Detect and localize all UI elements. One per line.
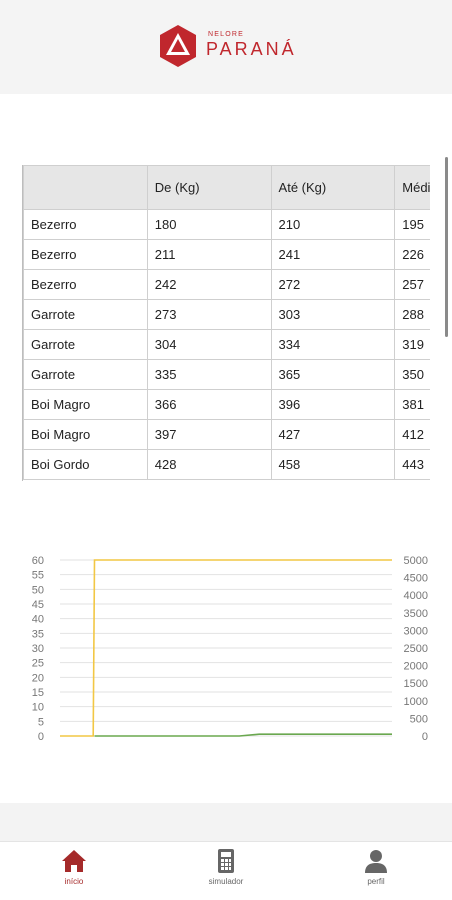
calculator-icon bbox=[213, 848, 239, 874]
right-axis-tick-label: 4000 bbox=[403, 590, 428, 603]
table-cell: 242 bbox=[147, 270, 271, 300]
tab-label: perfil bbox=[367, 877, 385, 886]
table-header-cell bbox=[24, 166, 148, 210]
left-axis-tick-label: 35 bbox=[31, 628, 44, 641]
table-cell: 334 bbox=[271, 330, 395, 360]
table-row bbox=[24, 330, 431, 360]
brand-name: PARANÁ bbox=[206, 39, 297, 59]
table-cell: Garrote bbox=[24, 330, 148, 360]
table-row bbox=[24, 270, 431, 300]
app-header bbox=[0, 0, 452, 94]
table-cell: 288 bbox=[395, 300, 430, 330]
weight-category-table[interactable] bbox=[22, 165, 430, 481]
user-icon bbox=[363, 848, 389, 874]
table-cell: 303 bbox=[271, 300, 395, 330]
table-row bbox=[24, 210, 431, 240]
table-cell: 335 bbox=[147, 360, 271, 390]
table-cell: Boi Magro bbox=[24, 420, 148, 450]
right-axis-tick-label: 1500 bbox=[403, 678, 428, 691]
left-axis-tick-label: 50 bbox=[31, 584, 44, 597]
right-axis-tick-label: 500 bbox=[409, 713, 428, 726]
table-cell: Garrote bbox=[24, 300, 148, 330]
table-row bbox=[24, 360, 431, 390]
right-axis-tick-label: 3500 bbox=[403, 607, 428, 620]
home-icon bbox=[61, 848, 87, 874]
left-axis-tick-label: 30 bbox=[31, 643, 44, 655]
table-cell: Garrote bbox=[24, 360, 148, 390]
left-axis-tick-label: 25 bbox=[31, 657, 44, 670]
table-header-cell: Até (Kg) bbox=[271, 166, 395, 210]
footer-band bbox=[0, 803, 452, 841]
right-axis-tick-label: 5000 bbox=[403, 555, 428, 567]
table-cell: 272 bbox=[271, 270, 395, 300]
table-cell: Bezerro bbox=[24, 270, 148, 300]
table-row bbox=[24, 420, 431, 450]
table-cell: 427 bbox=[271, 420, 395, 450]
table-row bbox=[24, 300, 431, 330]
table-cell: 397 bbox=[147, 420, 271, 450]
table-cell: 396 bbox=[271, 390, 395, 420]
table-cell: 241 bbox=[271, 240, 395, 270]
weight-chart bbox=[0, 540, 452, 760]
table-cell: 428 bbox=[147, 450, 271, 480]
table-cell: Boi Gordo bbox=[24, 450, 148, 480]
table-cell: 257 bbox=[395, 270, 430, 300]
tab-label: início bbox=[64, 877, 84, 886]
left-axis-tick-label: 5 bbox=[37, 716, 44, 729]
left-axis-tick-label: 15 bbox=[31, 687, 44, 699]
table-cell: 304 bbox=[147, 330, 271, 360]
triangle-hexagon-logo-icon bbox=[158, 24, 198, 68]
left-axis-tick-label: 55 bbox=[31, 569, 44, 582]
right-axis-tick-label: 2000 bbox=[403, 660, 428, 673]
right-axis-tick-label: 3000 bbox=[403, 625, 428, 638]
left-axis-tick-label: 45 bbox=[31, 599, 44, 611]
table-cell: 226 bbox=[395, 240, 430, 270]
left-axis-tick-label: 10 bbox=[31, 701, 44, 714]
table-cell: Bezerro bbox=[24, 240, 148, 270]
left-axis-tick-label: 40 bbox=[31, 613, 44, 626]
table-header-row bbox=[24, 166, 431, 210]
table-cell: 210 bbox=[271, 210, 395, 240]
table-cell: 273 bbox=[147, 300, 271, 330]
table-cell: 211 bbox=[147, 240, 271, 270]
table-cell: 381 bbox=[395, 390, 430, 420]
table-cell: Boi Magro bbox=[24, 390, 148, 420]
table-cell: 180 bbox=[147, 210, 271, 240]
table-cell: 350 bbox=[395, 360, 430, 390]
right-axis-tick-label: 1000 bbox=[403, 695, 428, 708]
table-row bbox=[24, 450, 431, 480]
table-cell: 195 bbox=[395, 210, 430, 240]
table-cell: 366 bbox=[147, 390, 271, 420]
table-header-cell: Médi bbox=[395, 166, 430, 210]
table-row bbox=[24, 240, 431, 270]
table-cell: 412 bbox=[395, 420, 430, 450]
table-cell: 458 bbox=[271, 450, 395, 480]
left-axis-tick-label: 60 bbox=[31, 555, 44, 567]
left-axis-tick-label: 0 bbox=[37, 731, 44, 743]
table-cell: Bezerro bbox=[24, 210, 148, 240]
tab-inicio[interactable] bbox=[14, 848, 134, 898]
table-cell: 443 bbox=[395, 450, 430, 480]
chart-svg bbox=[0, 540, 452, 760]
bottom-tab-bar bbox=[0, 841, 452, 900]
right-axis-tick-label: 4500 bbox=[403, 572, 428, 585]
page-scrollbar[interactable] bbox=[445, 157, 448, 337]
table-cell: 365 bbox=[271, 360, 395, 390]
left-axis-tick-label: 20 bbox=[31, 672, 44, 685]
tab-perfil[interactable] bbox=[316, 848, 436, 898]
table-header-cell: De (Kg) bbox=[147, 166, 271, 210]
table-cell: 319 bbox=[395, 330, 430, 360]
right-axis-tick-label: 2500 bbox=[403, 643, 428, 655]
table-row bbox=[24, 390, 431, 420]
tab-simulador[interactable] bbox=[166, 848, 286, 898]
tab-label: simulador bbox=[208, 877, 244, 886]
right-axis-tick-label: 0 bbox=[421, 731, 428, 743]
brand-small-text: NELORE bbox=[208, 31, 244, 38]
brand-logo bbox=[158, 24, 298, 70]
